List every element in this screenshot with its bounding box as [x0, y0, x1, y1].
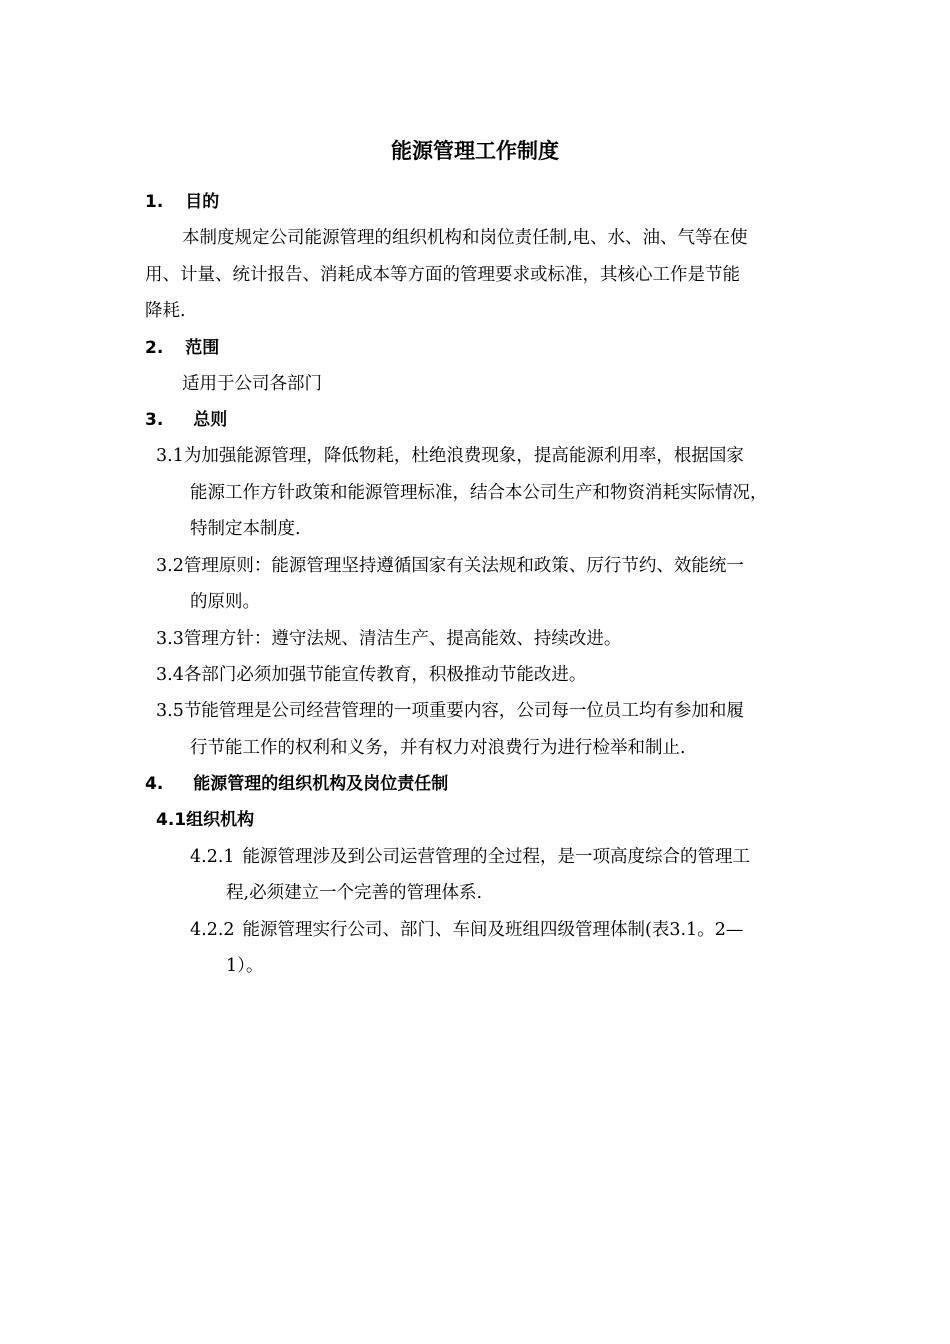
item-3-5-line-2: 行节能工作的权利和义务，并有权力对浪费行为进行检举和制止. [190, 738, 686, 758]
item-3-1-line-1 [156, 444, 744, 468]
item-3-1-number: 3.1 [156, 446, 184, 466]
section-1-heading [145, 190, 219, 214]
section-1-line-1: 本制度规定公司能源管理的组织机构和岗位责任制,电、水、油、气等在使 [182, 228, 748, 248]
item-3-4-line-1 [156, 663, 586, 687]
subsection-4-1-number: 4.1 [156, 810, 187, 830]
section-3-number: 3. [145, 410, 164, 430]
item-3-2-line-2: 的原则。 [190, 592, 260, 612]
section-1-number: 1. [145, 192, 164, 212]
section-4-heading [145, 772, 448, 796]
section-2-title: 范围 [185, 338, 220, 358]
item-3-3-line-1 [156, 627, 621, 651]
item-3-1-text-1: 为加强能源管理，降低物耗，杜绝浪费现象，提高能源利用率，根据国家 [183, 446, 744, 466]
section-2-heading [145, 336, 219, 360]
section-4-number: 4. [145, 774, 164, 794]
item-3-3-text-1: 管理方针：遵守法规、清洁生产、提高能效、持续改进。 [183, 629, 622, 649]
item-4-2-2-line-2: 1）。 [226, 956, 264, 976]
section-3-heading [145, 408, 227, 432]
item-4-2-1-line-2: 程,必须建立一个完善的管理体系. [226, 883, 483, 903]
item-3-5-text-1: 节能管理是公司经营管理的一项重要内容，公司每一位员工均有参加和履 [183, 701, 744, 721]
item-3-2-number: 3.2 [156, 556, 184, 576]
section-2-number: 2. [145, 338, 164, 358]
item-3-4-number: 3.4 [156, 665, 184, 685]
item-3-4-text-1: 各部门必须加强节能宣传教育，积极推动节能改进。 [183, 665, 587, 685]
section-3-title: 总则 [193, 410, 228, 430]
subsection-4-1-heading [156, 808, 254, 832]
document-title: 能源管理工作制度 [391, 139, 559, 163]
item-3-3-number: 3.3 [156, 629, 184, 649]
item-4-2-1-line-1 [190, 845, 750, 869]
item-4-2-2-line-1 [190, 918, 743, 942]
item-3-5-number: 3.5 [156, 701, 184, 721]
section-1-line-2: 用、计量、统计报告、消耗成本等方面的管理要求或标准，其核心工作是节能 [145, 265, 740, 285]
item-3-2-text-1: 管理原则：能源管理坚持遵循国家有关法规和政策、厉行节约、效能统一 [183, 556, 744, 576]
item-4-2-1-number: 4.2.1 [190, 847, 235, 867]
item-4-2-2-text-1: 能源管理实行公司、部门、车间及班组四级管理体制(表3.1。2— [242, 920, 744, 940]
section-4-title: 能源管理的组织机构及岗位责任制 [193, 774, 449, 794]
item-4-2-2-number: 4.2.2 [190, 920, 235, 940]
item-4-2-1-text-1: 能源管理涉及到公司运营管理的全过程，是一项高度综合的管理工 [242, 847, 751, 867]
item-3-2-line-1 [156, 554, 744, 578]
section-1-title: 目的 [185, 192, 220, 212]
section-1-line-3: 降耗. [145, 301, 186, 321]
subsection-4-1-title: 组织机构 [186, 810, 255, 830]
item-3-5-line-1 [156, 699, 744, 723]
section-2-line-1: 适用于公司各部门 [182, 374, 322, 394]
item-3-1-line-3: 特制定本制度. [190, 519, 301, 539]
item-3-1-line-2: 能源工作方针政策和能源管理标准，结合本公司生产和物资消耗实际情况， [190, 483, 768, 503]
